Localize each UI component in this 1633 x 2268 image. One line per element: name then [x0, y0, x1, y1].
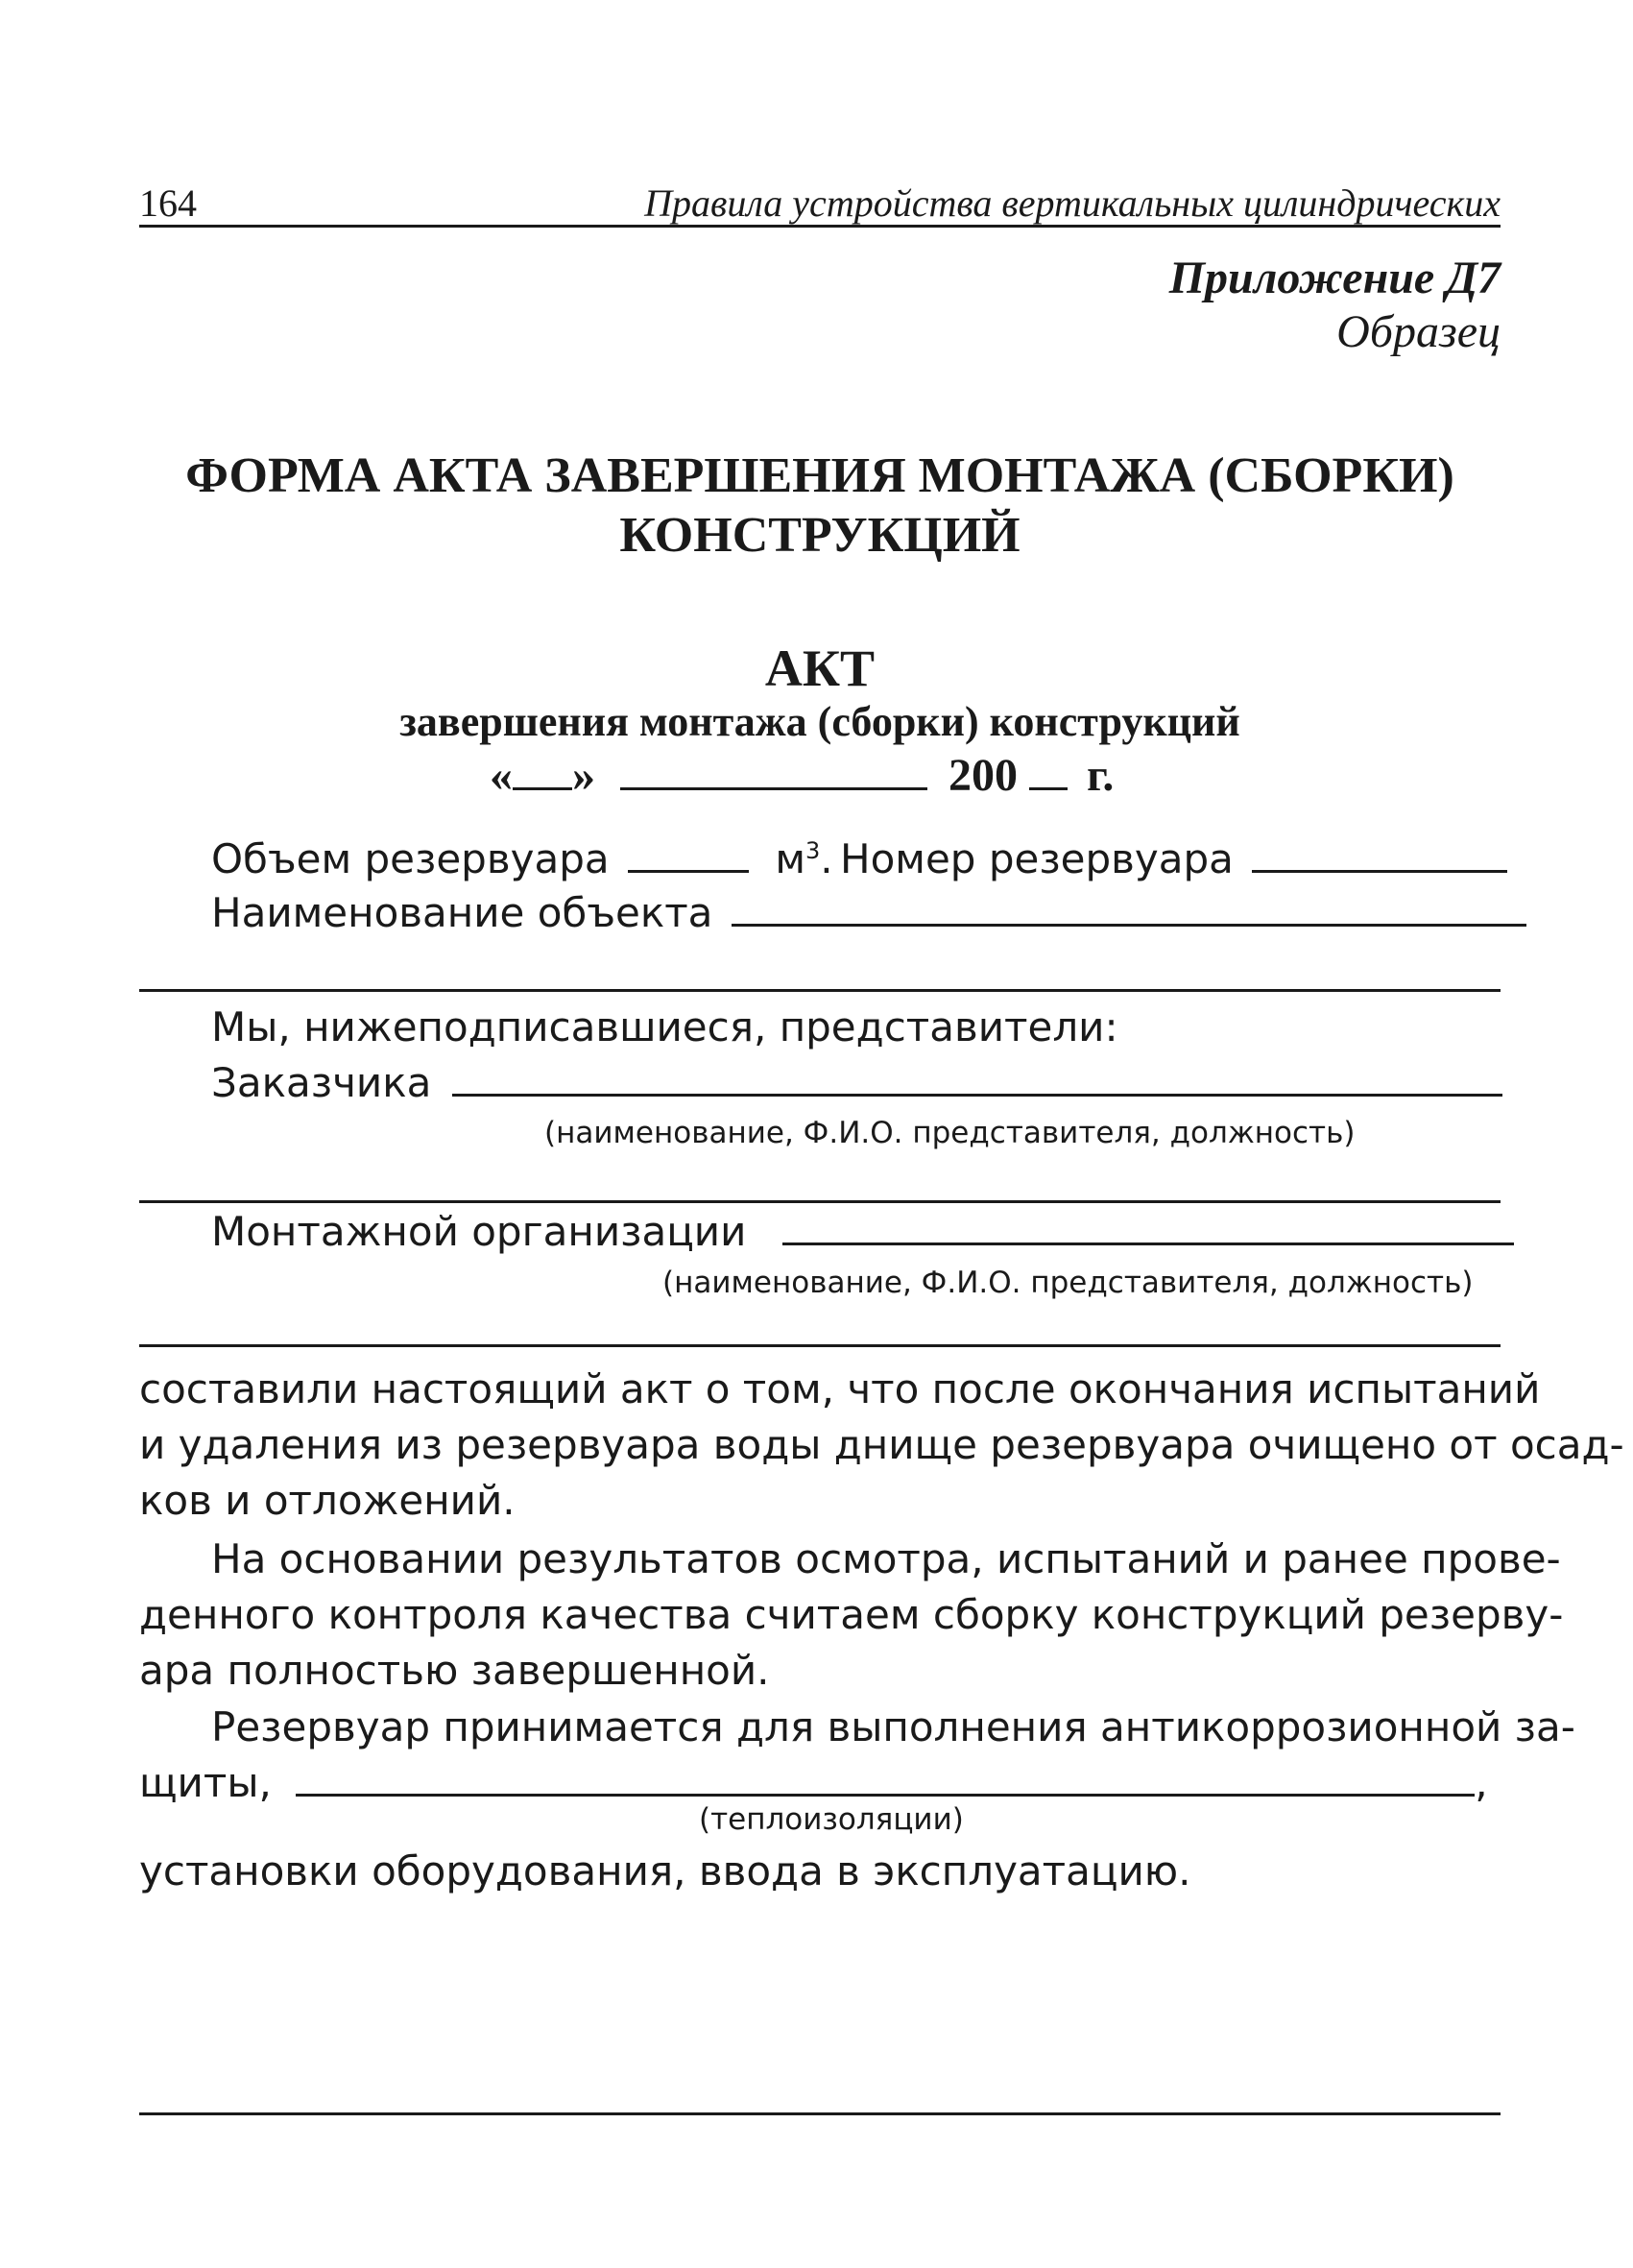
year-blank[interactable] — [1029, 786, 1068, 790]
paragraph-3 — [139, 1700, 1575, 1811]
volume-label: Объем резервуара — [211, 835, 610, 882]
page-header — [139, 171, 1501, 228]
form-title-line-2: КОНСТРУКЦИЙ — [619, 508, 1021, 563]
representatives-intro: Мы, нижеподписавшиеся, представители: — [211, 1003, 1118, 1050]
object-continuation-line[interactable] — [139, 989, 1501, 992]
date-close-quote: » — [572, 750, 595, 801]
installer-continuation-line[interactable] — [139, 1344, 1501, 1347]
object-blank[interactable] — [732, 923, 1526, 927]
tank-number-row — [840, 835, 1507, 882]
installer-blank[interactable] — [782, 1242, 1514, 1245]
paragraph-3-end — [139, 1844, 1501, 1899]
insulation-blank[interactable] — [296, 1793, 1475, 1797]
page-number: 164 — [139, 181, 197, 225]
form-title — [139, 446, 1501, 566]
paragraph-1 — [139, 1362, 1624, 1529]
month-blank[interactable] — [620, 786, 927, 790]
act-subtitle: завершения монтажа (сборки) конструкций — [399, 698, 1240, 745]
day-blank[interactable] — [513, 786, 572, 790]
paragraph-2-line-1: На основании результатов осмотра, испытаний и ранее прове- — [211, 1535, 1561, 1582]
paragraph-2 — [139, 1532, 1564, 1699]
customer-blank[interactable] — [452, 1093, 1502, 1097]
object-row — [211, 889, 1526, 936]
volume-row — [211, 835, 833, 882]
insulation-caption: (теплоизоляции) — [699, 1802, 964, 1837]
installer-row — [211, 1208, 1514, 1255]
paragraph-1-line-1: составили настоящий акт о том, что после окончания испытаний — [139, 1365, 1541, 1412]
tank-number-blank[interactable] — [1252, 869, 1507, 873]
date-open-quote: « — [490, 750, 513, 801]
customer-label: Заказчика — [211, 1059, 432, 1106]
paragraph-1-line-2: и удаления из резервуара воды днище резервуара очищено от осад- — [139, 1421, 1624, 1468]
customer-continuation-line[interactable] — [139, 1200, 1501, 1203]
installer-label: Монтажной организации — [211, 1208, 747, 1255]
sample-note: Образец — [1336, 306, 1501, 357]
year-suffix: г. — [1087, 750, 1115, 801]
installer-caption: (наименование, Ф.И.О. представителя, должность) — [662, 1266, 1474, 1300]
tank-number-label: Номер резервуара — [840, 835, 1234, 882]
paragraph-2-line-3: ара полностью завершенной. — [139, 1647, 770, 1694]
act-date-line — [490, 749, 1114, 802]
paragraph-3-line-3: установки оборудования, ввода в эксплуатацию. — [139, 1847, 1191, 1894]
running-title: Правила устройства вертикальных цилиндрических — [644, 181, 1501, 225]
act-title: АКТ — [764, 639, 876, 697]
paragraph-3-line-1: Резервуар принимается для выполнения антикоррозионной за- — [211, 1703, 1575, 1750]
volume-blank[interactable] — [628, 869, 749, 873]
footer-rule — [139, 2112, 1501, 2115]
customer-row — [211, 1059, 1502, 1106]
paragraph-2-line-2: денного контроля качества считаем сборку конструкций резерву- — [139, 1591, 1564, 1638]
customer-caption: (наименование, Ф.И.О. представителя, должность) — [544, 1116, 1356, 1150]
object-label: Наименование объекта — [211, 889, 713, 936]
paragraph-1-line-3: ков и отложений. — [139, 1477, 516, 1524]
paragraph-3-line-2-end: , — [1475, 1759, 1488, 1806]
form-title-line-1: ФОРМА АКТА ЗАВЕРШЕНИЯ МОНТАЖА (СБОРКИ) — [185, 448, 1454, 503]
paragraph-3-line-2-start: щиты, — [139, 1759, 272, 1806]
volume-unit: $м^3$. — [775, 835, 833, 882]
appendix-label: Приложение Д7 — [1168, 253, 1501, 303]
volume-unit-power: 3 — [805, 837, 821, 864]
year-prefix: 200 — [949, 750, 1018, 801]
